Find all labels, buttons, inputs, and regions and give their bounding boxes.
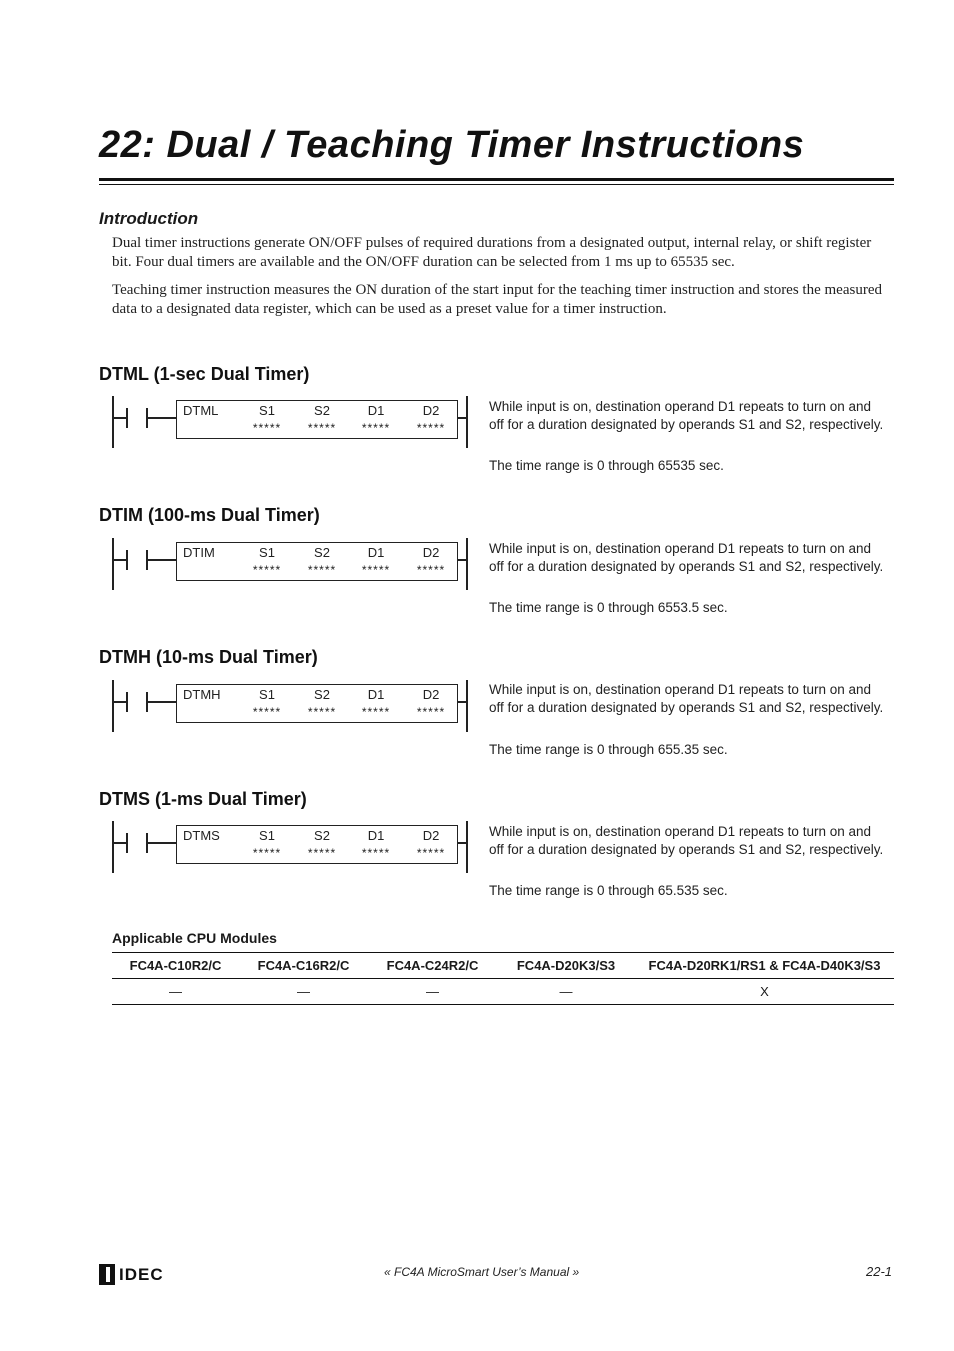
table-row [112, 979, 894, 1005]
wire [147, 701, 176, 703]
wire [114, 417, 126, 419]
operand-label-s1: S1 [259, 828, 275, 843]
left-power-rail [112, 821, 114, 873]
contact-symbol [126, 408, 128, 428]
cpu-table-heading: Applicable CPU Modules [112, 930, 277, 946]
operand-placeholder: ***** [252, 705, 282, 719]
operand-label-s1: S1 [259, 687, 275, 702]
operand-label-d1: D1 [367, 403, 385, 418]
section-heading-dtml: DTML (1-sec Dual Timer) [99, 364, 310, 384]
operand-label-d1: D1 [367, 687, 385, 702]
wire [147, 417, 176, 419]
table-cell: — [112, 979, 239, 1005]
section-heading-dtim: DTIM (100-ms Dual Timer) [99, 505, 320, 525]
section-description-dtml: While input is on, destination operand D1 repeats to turn on and off for a duration designated by operands S1 and S2, respectively. [489, 399, 884, 432]
section-range-dtms: The time range is 0 through 65.535 sec. [489, 883, 728, 898]
operand-label-s2: S2 [314, 687, 330, 702]
idec-logo [99, 1264, 164, 1285]
operand-placeholder: ***** [361, 846, 391, 860]
wire [458, 417, 466, 419]
section-range-dtim: The time range is 0 through 6553.5 sec. [489, 600, 728, 615]
table-header-cell: FC4A-D20K3/S3 [497, 953, 635, 979]
wire [458, 842, 466, 844]
right-power-rail [466, 538, 468, 590]
ladder-diagram-dtmh [112, 680, 468, 732]
left-power-rail [112, 396, 114, 448]
operand-label-d1: D1 [367, 828, 385, 843]
instruction-mnemonic: DTIM [183, 545, 215, 560]
section-range-dtmh: The time range is 0 through 655.35 sec. [489, 742, 728, 757]
operand-placeholder: ***** [361, 705, 391, 719]
section-description-dtmh: While input is on, destination operand D1 repeats to turn on and off for a duration designated by operands S1 and S2, respectively. [489, 682, 884, 715]
right-power-rail [466, 680, 468, 732]
instruction-mnemonic: DTML [183, 403, 219, 418]
operand-label-s1: S1 [259, 545, 275, 560]
wire [114, 701, 126, 703]
operand-placeholder: ***** [307, 705, 337, 719]
intro-paragraph-1: Dual timer instructions generate ON/OFF pulses of required durations from a designated output, internal relay, or shift register bit. Four dual timers are available and the ON/OFF duration can be selected from 1 ms up to 65535 sec. [112, 235, 872, 270]
operand-label-d2: D2 [422, 545, 440, 560]
operand-placeholder: ***** [307, 846, 337, 860]
table-cell: — [239, 979, 368, 1005]
operand-placeholder: ***** [416, 846, 446, 860]
table-cell: X [635, 979, 894, 1005]
operand-label-s2: S2 [314, 828, 330, 843]
operand-placeholder: ***** [416, 421, 446, 435]
wire [147, 559, 176, 561]
instruction-mnemonic: DTMS [183, 828, 220, 843]
operand-placeholder: ***** [307, 563, 337, 577]
table-header-cell: FC4A-D20RK1/RS1 & FC4A-D40K3/S3 [635, 953, 894, 979]
instruction-box [176, 684, 458, 723]
table-header-row [112, 953, 894, 979]
chapter-title: 22: Dual / Teaching Timer Instructions [99, 124, 805, 166]
instruction-box [176, 542, 458, 581]
operand-label-d2: D2 [422, 687, 440, 702]
section-description-dtim: While input is on, destination operand D1 repeats to turn on and off for a duration designated by operands S1 and S2, respectively. [489, 541, 884, 574]
table-header-cell: FC4A-C24R2/C [368, 953, 497, 979]
operand-placeholder: ***** [252, 421, 282, 435]
contact-symbol [126, 692, 128, 712]
operand-placeholder: ***** [252, 846, 282, 860]
wire [114, 842, 126, 844]
table-header-cell: FC4A-C10R2/C [112, 953, 239, 979]
wire [114, 559, 126, 561]
logo-text: IDEC [119, 1264, 164, 1284]
section-heading-dtmh: DTMH (10-ms Dual Timer) [99, 647, 318, 667]
intro-heading: Introduction [99, 209, 199, 228]
section-heading-dtms: DTMS (1-ms Dual Timer) [99, 789, 307, 809]
title-rule-thick [99, 178, 894, 181]
contact-symbol [126, 550, 128, 570]
ladder-diagram-dtms [112, 821, 468, 873]
table-header-cell: FC4A-C16R2/C [239, 953, 368, 979]
operand-placeholder: ***** [416, 563, 446, 577]
left-power-rail [112, 538, 114, 590]
wire [458, 559, 466, 561]
contact-symbol [126, 833, 128, 853]
cpu-modules-table [112, 952, 894, 1005]
operand-placeholder: ***** [361, 563, 391, 577]
operand-placeholder: ***** [252, 563, 282, 577]
left-power-rail [112, 680, 114, 732]
instruction-box [176, 400, 458, 439]
table-cell: — [368, 979, 497, 1005]
operand-label-s2: S2 [314, 545, 330, 560]
title-rule-thin [99, 184, 894, 185]
logo-mark [99, 1264, 115, 1285]
wire [458, 701, 466, 703]
operand-label-d2: D2 [422, 403, 440, 418]
table-cell: — [497, 979, 635, 1005]
ladder-diagram-dtml [112, 396, 468, 448]
section-description-dtms: While input is on, destination operand D1 repeats to turn on and off for a duration designated by operands S1 and S2, respectively. [489, 824, 884, 857]
intro-paragraph-2: Teaching timer instruction measures the ON duration of the start input for the teaching timer instruction and stores the measured data to a designated data register, which can be used as a preset value for a timer instruction. [112, 282, 882, 317]
operand-label-d2: D2 [422, 828, 440, 843]
operand-placeholder: ***** [416, 705, 446, 719]
right-power-rail [466, 821, 468, 873]
operand-label-s1: S1 [259, 403, 275, 418]
operand-label-d1: D1 [367, 545, 385, 560]
page-number: 22-1 [866, 1264, 893, 1279]
wire [147, 842, 176, 844]
section-range-dtml: The time range is 0 through 65535 sec. [489, 458, 724, 473]
operand-placeholder: ***** [307, 421, 337, 435]
operand-label-s2: S2 [314, 403, 330, 418]
instruction-mnemonic: DTMH [183, 687, 221, 702]
right-power-rail [466, 396, 468, 448]
ladder-diagram-dtim [112, 538, 468, 590]
operand-placeholder: ***** [361, 421, 391, 435]
instruction-box [176, 825, 458, 864]
footer-manual-title: « FC4A MicroSmart User’s Manual » [384, 1265, 580, 1279]
